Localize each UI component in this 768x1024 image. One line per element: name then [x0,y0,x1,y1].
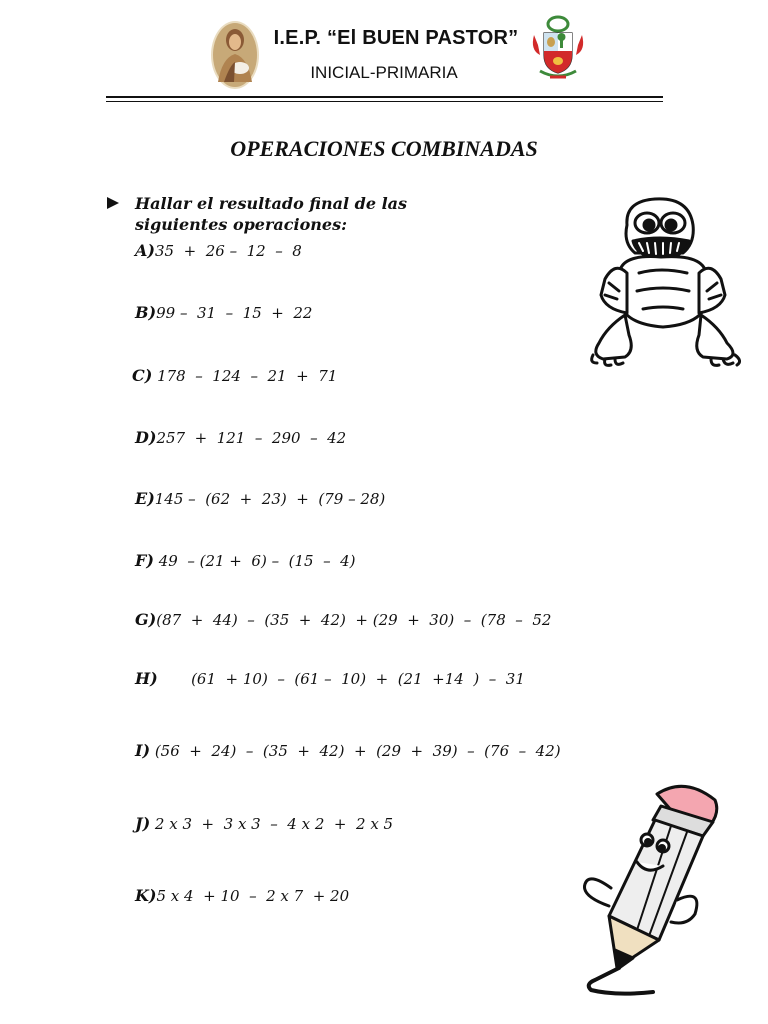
exercise-c [132,366,337,385]
exercise-expression: 257 + 121 – 290 – 42 [156,429,347,447]
exercise-k [135,886,349,905]
exercise-label: C) [132,366,153,385]
exercise-expression: 49 – (21 + 6) – (15 – 4) [153,552,356,570]
exercise-d [135,428,346,447]
exercise-g [135,610,551,629]
exercise-label: A) [135,241,155,260]
exercise-label: B) [135,303,157,322]
header-divider [106,96,663,98]
exercise-expression: 35 + 26 – 12 – 8 [154,242,302,260]
worksheet-title: OPERACIONES COMBINADAS [230,136,538,161]
exercise-label: J) [135,814,151,833]
exercise-a [135,241,302,260]
school-level: INICIAL-PRIMARIA [310,63,458,82]
exercise-expression: (61 + 10) – (61 – 10) + (21 +14 ) – 31 [157,670,525,688]
exercise-f [135,551,356,570]
exercise-expression: (56 + 24) – (35 + 42) + (29 + 39) – (76 – 42) [150,742,561,760]
exercise-expression: 5 x 4 + 10 – 2 x 7 + 20 [156,887,350,905]
exercise-label: I) [135,741,151,760]
exercise-label: K) [135,886,157,905]
exercise-expression: 145 – (62 + 23) + (79 – 28) [154,490,386,508]
exercise-e [135,489,385,508]
exercise-label: G) [135,610,157,629]
exercise-label: H) [135,669,158,688]
instruction-text: Hallar el resultado final de las siguientes operaciones: [135,194,408,234]
exercise-expression: 2 x 3 + 3 x 3 – 4 x 2 + 2 x 5 [150,815,394,833]
exercise-b [135,303,312,322]
exercise-label: E) [135,489,155,508]
bullet-arrow-icon [107,197,119,209]
exercise-i [135,741,561,760]
pencil-cartoon-icon [575,780,720,1000]
exercise-expression: 178 – 124 – 21 + 71 [152,367,338,385]
exercise-expression: 99 – 31 – 15 + 22 [156,304,313,322]
exercise-label: F) [135,551,154,570]
exercise-j [135,814,393,833]
turtle-cartoon-icon [585,195,755,375]
school-name: I.E.P. “El BUEN PASTOR” [273,27,519,49]
exercise-h [135,669,525,688]
header-divider-thin [106,101,663,102]
exercise-label: D) [135,428,157,447]
exercise-expression: (87 + 44) – (35 + 42) + (29 + 30) – (78 – 52 [156,611,552,629]
